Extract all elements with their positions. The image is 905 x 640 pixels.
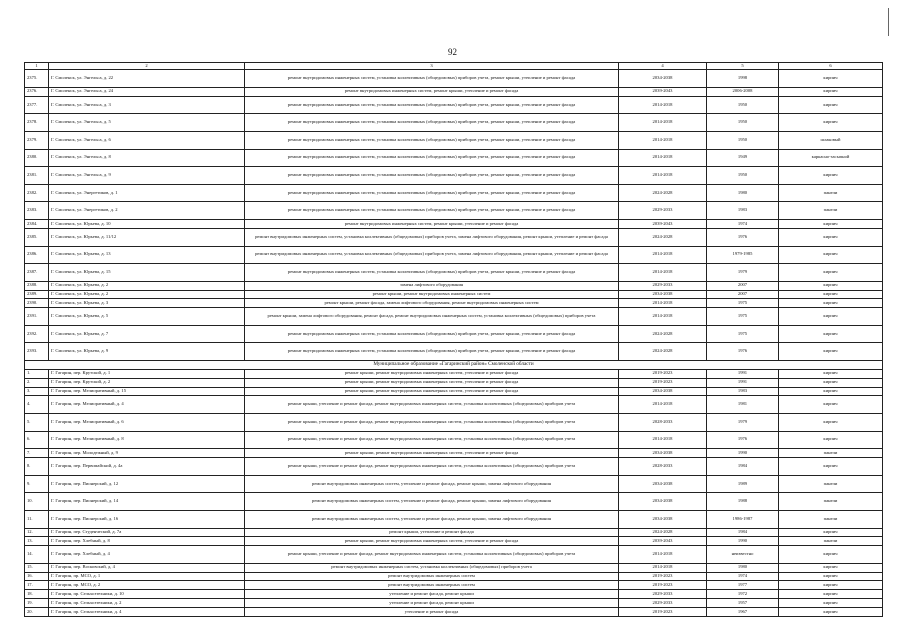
table-row — [25, 202, 883, 220]
period-cell: 2019-2023 — [619, 607, 707, 616]
period-cell: 2034-2038 — [619, 290, 707, 299]
year-cell: 1983 — [707, 387, 779, 396]
work-cell: ремонт внутридомовых инженерных систем, ремонт крыши, утепление и ремонт фасада — [245, 87, 619, 96]
work-cell: ремонт внутридомовых инженерных систем, установка коллективных (общедомовых) приборов учета, ремонт крыши, утепление и ремонт фасада — [245, 96, 619, 114]
wall-material-cell: кирпич — [779, 96, 883, 114]
table-row — [25, 581, 883, 590]
table-row — [25, 458, 883, 476]
period-cell: 2014-2018 — [619, 308, 707, 326]
wall-material-cell: кирпич — [779, 299, 883, 308]
work-cell: утепление и ремонт фасада — [245, 607, 619, 616]
wall-material-cell: кирпич — [779, 599, 883, 608]
row-number: 13. — [25, 537, 49, 546]
period-cell: 2014-2018 — [619, 431, 707, 449]
table-row — [25, 87, 883, 96]
wall-material-cell: кирпич — [779, 369, 883, 378]
row-number: 2390. — [25, 299, 49, 308]
year-cell: 1988 — [707, 493, 779, 511]
table-row — [25, 184, 883, 202]
period-cell: 2029-2033 — [619, 599, 707, 608]
year-cell: 1981 — [707, 396, 779, 414]
period-cell: 2014-2018 — [619, 246, 707, 264]
address-cell: Г. Гагарин, пер. Пионерский, д. 16 — [49, 510, 245, 528]
address-cell: Г. Смоленск, ул. Энергетиков, д. 1 — [49, 184, 245, 202]
address-cell: Г. Смоленск, ул. Энгельса, д. 3 — [49, 96, 245, 114]
period-cell: 2028-2033 — [619, 458, 707, 476]
address-cell: Г. Гагарин, пер. Крутской, д. 2 — [49, 378, 245, 387]
work-cell: ремонт крыши, утепление и ремонт фасада, ремонт внутридомовых инженерных систем, установка коллективных (общедомовых) приборов учета — [245, 546, 619, 564]
year-cell: 1950 — [707, 167, 779, 185]
header-cell: 5 — [707, 63, 779, 70]
address-cell: Г. Смоленск, ул. Юрьева, д. 7 — [49, 325, 245, 343]
row-number: 2387. — [25, 264, 49, 282]
address-cell: Г. Гагарин, пер. Молодежный, д. 9 — [49, 449, 245, 458]
work-cell: ремонт внутридомовых инженерных систем, ремонт крыши, утепление и ремонт фасада — [245, 220, 619, 229]
year-cell: 1991 — [707, 369, 779, 378]
table-row — [25, 299, 883, 308]
row-number: 3. — [25, 387, 49, 396]
section-title: Муниципальное образование «Гагаринский район» Смоленской области — [25, 361, 883, 370]
year-cell: 1977 — [707, 581, 779, 590]
repair-program-table — [24, 62, 883, 617]
year-cell: 2007 — [707, 290, 779, 299]
year-cell: 1998 — [707, 70, 779, 88]
address-cell: Г. Смоленск, ул. Юрьева, д. 9 — [49, 343, 245, 361]
period-cell: 2019-2023 — [619, 572, 707, 581]
row-number: 2391. — [25, 308, 49, 326]
period-cell: 2014-2018 — [619, 264, 707, 282]
table-row — [25, 246, 883, 264]
work-cell: утепление и ремонт фасада, ремонт крыши — [245, 599, 619, 608]
work-cell: ремонт крыши, утепление и ремонт фасада, ремонт внутридомовых инженерных систем, установка коллективных (общедомовых) приборов учета — [245, 431, 619, 449]
address-cell: Г. Гагарин, пр. МСО, д. 2 — [49, 581, 245, 590]
row-number: 2377. — [25, 96, 49, 114]
year-cell: 1950 — [707, 114, 779, 132]
address-cell: Г. Смоленск, ул. Энгельса, д. 9 — [49, 167, 245, 185]
period-cell: 2014-2018 — [619, 546, 707, 564]
work-cell: ремонт крыши, замена лифтового оборудования, ремонт фасада, ремонт внутридомовых инженерных систем, установка коллективных (общедомовых) приборов учета — [245, 308, 619, 326]
table-row — [25, 387, 883, 396]
row-number: 19. — [25, 599, 49, 608]
row-number: 2392. — [25, 325, 49, 343]
table-row — [25, 493, 883, 511]
period-cell: 2014-2018 — [619, 149, 707, 167]
row-number: 7. — [25, 449, 49, 458]
wall-material-cell: кирпич — [779, 396, 883, 414]
address-cell: Г. Смоленск, ул. Юрьева, д. 15 — [49, 264, 245, 282]
period-cell: 2029-2033 — [619, 202, 707, 220]
work-cell: ремонт внутридомовых инженерных систем, утепление и ремонт фасада, ремонт крыши, замена лифтового оборудования — [245, 493, 619, 511]
work-cell: ремонт крыши, ремонт внутридомовых инженерных систем, утепление и ремонт фасада — [245, 387, 619, 396]
wall-material-cell: кирпич — [779, 246, 883, 264]
row-number: 2389. — [25, 290, 49, 299]
work-cell: ремонт внутридомовых инженерных систем, утепление и ремонт фасада, ремонт крыши, замена лифтового оборудования — [245, 510, 619, 528]
wall-material-cell: панели — [779, 202, 883, 220]
wall-material-cell: кирпич — [779, 458, 883, 476]
address-cell: Г. Смоленск, ул. Энгельса, д. 5 — [49, 114, 245, 132]
period-cell: 2014-2018 — [619, 131, 707, 149]
row-number: 2375. — [25, 70, 49, 88]
year-cell: 1974 — [707, 572, 779, 581]
period-cell: 2014-2018 — [619, 114, 707, 132]
period-cell: 2024-2028 — [619, 528, 707, 537]
wall-material-cell: кирпич — [779, 572, 883, 581]
year-cell: 1949 — [707, 149, 779, 167]
table-row — [25, 343, 883, 361]
table-row — [25, 396, 883, 414]
work-cell: ремонт крыши, утепление и ремонт фасада, ремонт внутридомовых инженерных систем, установка коллективных (общедомовых) приборов учета — [245, 413, 619, 431]
table-row — [25, 264, 883, 282]
year-cell: 1980 — [707, 563, 779, 572]
wall-material-cell: кирпич — [779, 378, 883, 387]
header-cell: 1 — [25, 63, 49, 70]
year-cell: 1972 — [707, 590, 779, 599]
period-cell: 2019-2023 — [619, 378, 707, 387]
header-cell: 2 — [49, 63, 245, 70]
table-row — [25, 510, 883, 528]
address-cell: Г. Гагарин, пер. Крутской, д. 1 — [49, 369, 245, 378]
table-row — [25, 378, 883, 387]
period-cell: 2024-2028 — [619, 343, 707, 361]
period-cell: 2034-2038 — [619, 449, 707, 458]
table-row — [25, 528, 883, 537]
period-cell: 2019-2023 — [619, 581, 707, 590]
year-cell: 1984 — [707, 528, 779, 537]
year-cell: 1967 — [707, 607, 779, 616]
period-cell: 2014-2018 — [619, 167, 707, 185]
row-number: 20. — [25, 607, 49, 616]
address-cell: Г. Гагарин, пер. Мелиоративный, д. 8 — [49, 431, 245, 449]
period-cell: 2014-2018 — [619, 396, 707, 414]
year-cell: 1979 — [707, 264, 779, 282]
table-row — [25, 431, 883, 449]
work-cell: ремонт внутридомовых инженерных систем, установка коллективных (общедомовых) приборов учета, замена лифтового оборудования, ремонт крыши, утепление и ремонт фасада — [245, 228, 619, 246]
period-cell: 2029-2033 — [619, 281, 707, 290]
row-number: 2380. — [25, 149, 49, 167]
period-cell: 2034-2038 — [619, 475, 707, 493]
work-cell: ремонт крыши, ремонт внутридомовых инженерных систем, утепление и ремонт фасада — [245, 378, 619, 387]
address-cell: Г. Смоленск, ул. Юрьева, д. 5 — [49, 308, 245, 326]
table-row — [25, 369, 883, 378]
address-cell: Г. Смоленск, ул. Энгельса, д. 8 — [49, 149, 245, 167]
table-row — [25, 228, 883, 246]
address-cell: Г. Смоленск, ул. Юрьева, д. 3 — [49, 299, 245, 308]
table-row — [25, 96, 883, 114]
work-cell: ремонт внутридомовых инженерных систем, установка коллективных (общедомовых) приборов учета, замена лифтового оборудования, ремонт крыши, утепление и ремонт фасада — [245, 246, 619, 264]
row-number: 2382. — [25, 184, 49, 202]
row-number: 4. — [25, 396, 49, 414]
address-cell: Г. Смоленск, ул. Юрьева, д. 10 — [49, 220, 245, 229]
work-cell: ремонт внутридомовых инженерных систем, установка коллективных (общедомовых) приборов учета, ремонт крыши, утепление и ремонт фасада — [245, 184, 619, 202]
work-cell: ремонт внутридомовых инженерных систем, установка коллективных (общедомовых) приборов учета, ремонт крыши, утепление и ремонт фасада — [245, 114, 619, 132]
wall-material-cell: кирпич — [779, 607, 883, 616]
year-cell: 1957 — [707, 599, 779, 608]
table-row — [25, 537, 883, 546]
table-row — [25, 325, 883, 343]
wall-material-cell: кирпич — [779, 343, 883, 361]
work-cell: ремонт внутридомовых инженерных систем, установка коллективных (общедомовых) приборов учета, ремонт крыши, утепление и ремонт фасада — [245, 131, 619, 149]
address-cell: Г. Смоленск, ул. Юрьева, д. 2 — [49, 290, 245, 299]
year-cell: 1976 — [707, 343, 779, 361]
wall-material-cell: кирпич — [779, 264, 883, 282]
address-cell: Г. Гагарин, пер. Пионерский, д. 14 — [49, 493, 245, 511]
table-row — [25, 167, 883, 185]
table-row — [25, 220, 883, 229]
address-cell: Г. Смоленск, ул. Юрьева, д. 11/12 — [49, 228, 245, 246]
row-number: 5. — [25, 413, 49, 431]
period-cell: 2014-2018 — [619, 96, 707, 114]
year-cell: 1974 — [707, 220, 779, 229]
row-number: 1. — [25, 369, 49, 378]
address-cell: Г. Гагарин, пер. Хлебный, д. 4 — [49, 546, 245, 564]
address-cell: Г. Гагарин, пер. Мелиоративный, д. 6 — [49, 413, 245, 431]
row-number: 6. — [25, 431, 49, 449]
period-cell: 2034-2038 — [619, 493, 707, 511]
section-row — [25, 361, 883, 370]
row-number: 11. — [25, 510, 49, 528]
work-cell: ремонт внутридомовых инженерных систем, установка коллективных (общедомовых) приборов учета, ремонт крыши, утепление и ремонт фасада — [245, 70, 619, 88]
wall-material-cell: кирпич — [779, 413, 883, 431]
period-cell: 2039-2043 — [619, 537, 707, 546]
wall-material-cell: кирпич — [779, 281, 883, 290]
table-row — [25, 475, 883, 493]
row-number: 16. — [25, 572, 49, 581]
period-cell: 2039-2043 — [619, 87, 707, 96]
period-cell: 2028-2033 — [619, 413, 707, 431]
row-number: 2388. — [25, 281, 49, 290]
table-row — [25, 599, 883, 608]
work-cell: замена лифтового оборудования — [245, 281, 619, 290]
row-number: 8. — [25, 458, 49, 476]
row-number: 12. — [25, 528, 49, 537]
wall-material-cell: кирпич — [779, 87, 883, 96]
table-row — [25, 149, 883, 167]
address-cell: Г. Гагарин, пер. Первомайский, д. 4а — [49, 458, 245, 476]
year-cell: 1984 — [707, 458, 779, 476]
wall-material-cell: кирпич — [779, 228, 883, 246]
table-row — [25, 572, 883, 581]
page-number: 92 — [448, 47, 457, 57]
year-cell: 2006-2008 — [707, 87, 779, 96]
work-cell: ремонт внутридомовых инженерных систем, установка коллективных (общедомовых) приборов учета, ремонт крыши, утепление и ремонт фасада — [245, 167, 619, 185]
year-cell: 1950 — [707, 131, 779, 149]
address-cell: Г. Гагарин, пр. Сельхозтехники, д. 2 — [49, 599, 245, 608]
year-cell: 1989 — [707, 475, 779, 493]
wall-material-cell: панели — [779, 184, 883, 202]
address-cell: Г. Гагарин, пр. МСО, д. 1 — [49, 572, 245, 581]
row-number: 2393. — [25, 343, 49, 361]
row-number: 2384. — [25, 220, 49, 229]
period-cell: 2029-2033 — [619, 590, 707, 599]
work-cell: утепление и ремонт фасада, ремонт крыши — [245, 590, 619, 599]
table-row — [25, 563, 883, 572]
year-cell: 1975 — [707, 308, 779, 326]
wall-material-cell: панели — [779, 510, 883, 528]
year-cell: 2007 — [707, 281, 779, 290]
year-cell: 1991 — [707, 378, 779, 387]
work-cell: ремонт внутридомовых инженерных систем — [245, 581, 619, 590]
work-cell: ремонт крыши, ремонт внутридомовых инженерных систем — [245, 290, 619, 299]
table-row — [25, 114, 883, 132]
work-cell: ремонт крыши, ремонт внутридомовых инженерных систем, утепление и ремонт фасада — [245, 537, 619, 546]
address-cell: Г. Смоленск, ул. Энгельса, д. 6 — [49, 131, 245, 149]
address-cell: Г. Смоленск, ул. Энергетиков, д. 2 — [49, 202, 245, 220]
year-cell: неизвестно — [707, 546, 779, 564]
header-cell: 3 — [245, 63, 619, 70]
table-row — [25, 281, 883, 290]
period-cell: 2039-2043 — [619, 220, 707, 229]
address-cell: Г. Смоленск, ул. Юрьева, д. 2 — [49, 281, 245, 290]
row-number: 10. — [25, 493, 49, 511]
period-cell: 2034-2038 — [619, 510, 707, 528]
row-number: 9. — [25, 475, 49, 493]
work-cell: ремонт внутридомовых инженерных систем, установка коллективных (общедомовых) приборов учета — [245, 563, 619, 572]
wall-material-cell: панели — [779, 537, 883, 546]
address-cell: Г. Гагарин, пер. Хлебный, д. 8 — [49, 537, 245, 546]
row-number: 2376. — [25, 87, 49, 96]
table-row — [25, 546, 883, 564]
wall-material-cell: кирпич — [779, 387, 883, 396]
work-cell: ремонт крыши, утепление и ремонт фасада — [245, 528, 619, 537]
wall-material-cell: панели — [779, 493, 883, 511]
wall-material-cell: кирпич — [779, 290, 883, 299]
period-cell: 2014-2018 — [619, 563, 707, 572]
row-number: 17. — [25, 581, 49, 590]
row-number: 2381. — [25, 167, 49, 185]
work-cell: ремонт внутридомовых инженерных систем, утепление и ремонт фасада, ремонт крыши, замена лифтового оборудования — [245, 475, 619, 493]
row-number: 18. — [25, 590, 49, 599]
wall-material-cell: кирпич — [779, 308, 883, 326]
wall-material-cell: кирпич — [779, 325, 883, 343]
wall-material-cell: кирпич — [779, 563, 883, 572]
work-cell: ремонт внутридомовых инженерных систем — [245, 572, 619, 581]
row-number: 2. — [25, 378, 49, 387]
year-cell: 1979-1985 — [707, 246, 779, 264]
address-cell: Г. Смоленск, ул. Энгельса, д. 24 — [49, 87, 245, 96]
table-row — [25, 607, 883, 616]
year-cell: 1983 — [707, 202, 779, 220]
row-number: 2383. — [25, 202, 49, 220]
row-number: 2379. — [25, 131, 49, 149]
row-number: 2385. — [25, 228, 49, 246]
work-cell: ремонт крыши, утепление и ремонт фасада, ремонт внутридомовых инженерных систем, установка коллективных (общедомовых) приборов учета — [245, 396, 619, 414]
period-cell: 2024-2028 — [619, 184, 707, 202]
address-cell: Г. Гагарин, пер. Восковский, д. 4 — [49, 563, 245, 572]
address-cell: Г. Гагарин, пер. Студенческий, д. 7а — [49, 528, 245, 537]
address-cell: Г. Смоленск, ул. Энгельса, д. 22 — [49, 70, 245, 88]
wall-material-cell: кирпич — [779, 220, 883, 229]
period-cell: 2024-2028 — [619, 325, 707, 343]
table-row — [25, 131, 883, 149]
table-row — [25, 449, 883, 458]
work-cell: ремонт крыши, утепление и ремонт фасада, ремонт внутридомовых инженерных систем, установка коллективных (общедомовых) приборов учета — [245, 458, 619, 476]
address-cell: Г. Гагарин, пр. Сельхозтехники, д. 10 — [49, 590, 245, 599]
wall-material-cell: кирпич — [779, 590, 883, 599]
address-cell: Г. Гагарин, пер. Пионерский, д. 12 — [49, 475, 245, 493]
address-cell: Г. Смоленск, ул. Юрьева, д. 13 — [49, 246, 245, 264]
wall-material-cell: кирпич — [779, 581, 883, 590]
period-cell: 2019-2023 — [619, 369, 707, 378]
header-row — [25, 63, 883, 70]
year-cell: 1979 — [707, 413, 779, 431]
margin-mark — [888, 8, 889, 36]
wall-material-cell: панели — [779, 449, 883, 458]
work-cell: ремонт внутридомовых инженерных систем, установка коллективных (общедомовых) приборов учета, ремонт крыши, утепление и ремонт фасада — [245, 202, 619, 220]
address-cell: Г. Гагарин, пер. Мелиоративный, д. 15 — [49, 387, 245, 396]
table-row — [25, 290, 883, 299]
wall-material-cell: кирпич — [779, 70, 883, 88]
year-cell: 1975 — [707, 299, 779, 308]
wall-material-cell: кирпич — [779, 167, 883, 185]
work-cell: ремонт крыши, ремонт внутридомовых инженерных систем, утепление и ремонт фасада — [245, 369, 619, 378]
wall-material-cell: каркасно-засыпной — [779, 149, 883, 167]
year-cell: 1976 — [707, 228, 779, 246]
year-cell: 1975 — [707, 325, 779, 343]
row-number: 2378. — [25, 114, 49, 132]
year-cell: 1990 — [707, 537, 779, 546]
year-cell: 1950 — [707, 96, 779, 114]
year-cell: 1976 — [707, 431, 779, 449]
table-row — [25, 413, 883, 431]
year-cell: 1980 — [707, 184, 779, 202]
period-cell: 2034-2038 — [619, 70, 707, 88]
wall-material-cell: шлаковый — [779, 131, 883, 149]
header-cell: 4 — [619, 63, 707, 70]
wall-material-cell: кирпич — [779, 528, 883, 537]
work-cell: ремонт внутридомовых инженерных систем, установка коллективных (общедомовых) приборов учета, ремонт крыши, утепление и ремонт фасада — [245, 149, 619, 167]
wall-material-cell: кирпич — [779, 114, 883, 132]
period-cell: 2014-2018 — [619, 299, 707, 308]
table-row — [25, 308, 883, 326]
row-number: 2386. — [25, 246, 49, 264]
wall-material-cell: панели — [779, 475, 883, 493]
row-number: 15. — [25, 563, 49, 572]
table-row — [25, 70, 883, 88]
address-cell: Г. Гагарин, пр. Сельхозтехники, д. 4 — [49, 607, 245, 616]
wall-material-cell: кирпич — [779, 431, 883, 449]
wall-material-cell: кирпич — [779, 546, 883, 564]
address-cell: Г. Гагарин, пер. Мелиоративный, д. 4 — [49, 396, 245, 414]
period-cell: 2034-2038 — [619, 387, 707, 396]
period-cell: 2024-2028 — [619, 228, 707, 246]
work-cell: ремонт крыши, ремонт внутридомовых инженерных систем, утепление и ремонт фасада — [245, 449, 619, 458]
work-cell: ремонт внутридомовых инженерных систем, установка коллективных (общедомовых) приборов учета, ремонт крыши, утепление и ремонт фасада — [245, 264, 619, 282]
work-cell: ремонт крыши, ремонт фасада, замена лифтового оборудования, ремонт внутридомовых инженерных систем — [245, 299, 619, 308]
header-cell: 6 — [779, 63, 883, 70]
table-row — [25, 590, 883, 599]
row-number: 14. — [25, 546, 49, 564]
work-cell: ремонт внутридомовых инженерных систем, установка коллективных (общедомовых) приборов учета, ремонт крыши, утепление и ремонт фасада — [245, 343, 619, 361]
work-cell: ремонт внутридомовых инженерных систем, установка коллективных (общедомовых) приборов учета, ремонт крыши, утепление и ремонт фасада — [245, 325, 619, 343]
year-cell: 1986-1987 — [707, 510, 779, 528]
year-cell: 1990 — [707, 449, 779, 458]
